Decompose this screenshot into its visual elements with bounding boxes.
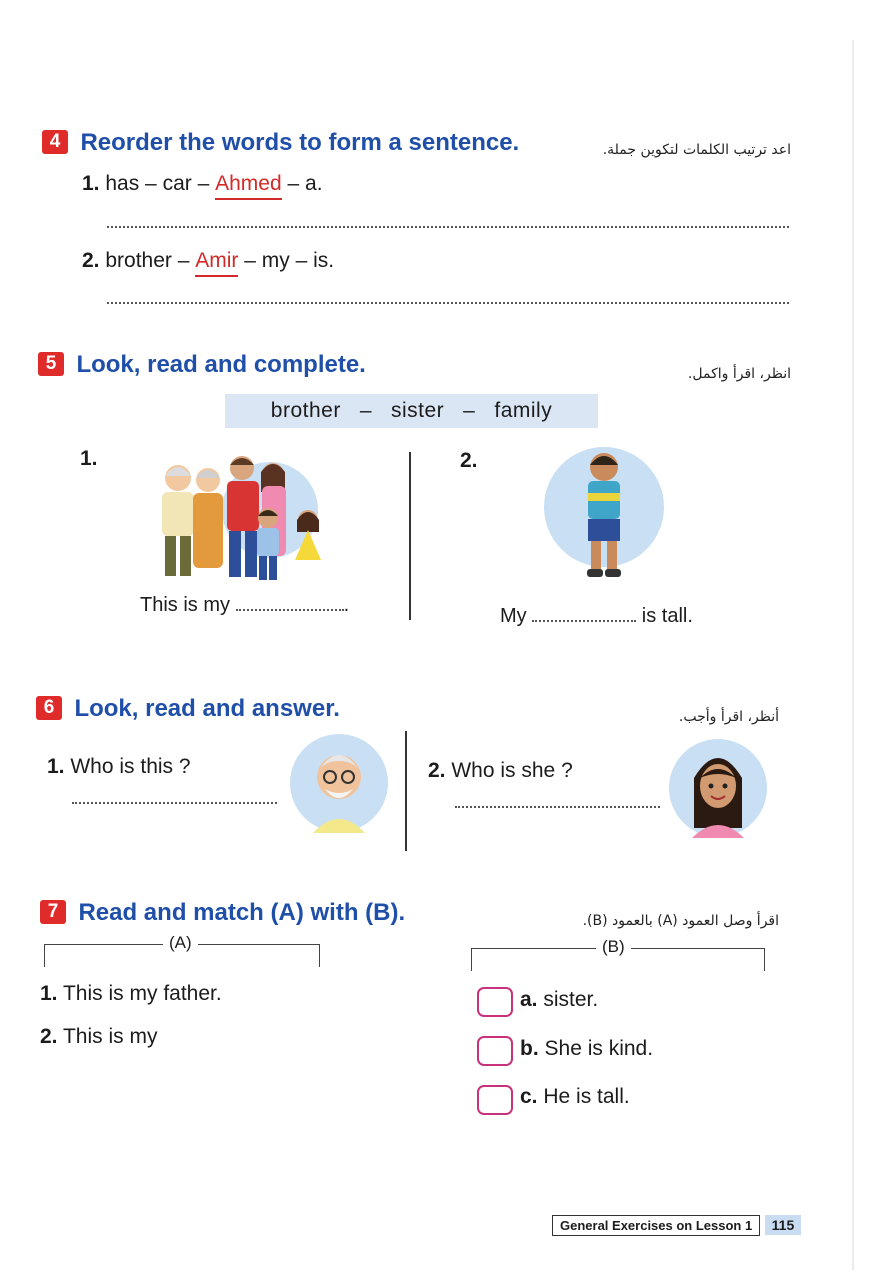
section-number: 4 bbox=[42, 130, 68, 154]
match-box[interactable] bbox=[477, 1036, 513, 1066]
item-letter: b. bbox=[520, 1037, 539, 1060]
item-letter: c. bbox=[520, 1085, 538, 1108]
question-words: brother – bbox=[105, 249, 190, 272]
grandpa-illustration bbox=[289, 733, 389, 833]
section-6-header bbox=[36, 695, 340, 723]
blank[interactable] bbox=[236, 609, 344, 611]
answer-line[interactable] bbox=[72, 802, 277, 804]
section-title: Reorder the words to form a sentence. bbox=[80, 129, 520, 156]
question-number: 1. bbox=[82, 172, 100, 195]
question-words: has – car – bbox=[105, 172, 210, 195]
item-text: She is kind. bbox=[544, 1037, 654, 1060]
item-text: He is tall. bbox=[543, 1085, 630, 1108]
question-number: 2. bbox=[82, 249, 100, 272]
question-2 bbox=[428, 759, 573, 783]
column-a-label: (A) bbox=[163, 933, 198, 953]
item-2-sentence bbox=[500, 605, 693, 628]
item-number: 1. bbox=[40, 982, 58, 1005]
section-number: 6 bbox=[36, 696, 62, 720]
page-number: 115 bbox=[765, 1215, 802, 1235]
arabic-instruction: أنظر، اقرأ وأجب. bbox=[678, 709, 779, 725]
question-number: 1. bbox=[47, 755, 65, 778]
highlight-word: Ahmed bbox=[215, 172, 282, 200]
item-text: This is my bbox=[62, 1025, 158, 1048]
column-b-label: (B) bbox=[596, 937, 631, 957]
section-title: Read and match (A) with (B). bbox=[78, 899, 406, 926]
item-text: sister. bbox=[543, 988, 599, 1011]
section-title: Look, read and answer. bbox=[74, 695, 340, 722]
arabic-instruction: انظر، اقرأ واكمل. bbox=[687, 366, 791, 382]
family-illustration bbox=[145, 448, 340, 588]
question-words: – a. bbox=[287, 172, 323, 195]
item-number: 1. bbox=[80, 447, 98, 470]
column-b-item bbox=[520, 1085, 630, 1109]
sentence-end: . bbox=[343, 594, 350, 616]
column-b-bracket bbox=[471, 937, 765, 971]
word-bank: brother – sister – family bbox=[225, 394, 598, 428]
item-letter: a. bbox=[520, 988, 538, 1011]
question-2 bbox=[82, 249, 334, 277]
item-text: This is my father. bbox=[62, 982, 222, 1005]
column-b-item bbox=[520, 1037, 653, 1061]
sentence-text: is tall. bbox=[641, 605, 693, 627]
girl-illustration bbox=[668, 738, 768, 838]
question-number: 2. bbox=[428, 759, 446, 782]
column-a-item bbox=[40, 1025, 157, 1049]
blank[interactable] bbox=[532, 620, 636, 622]
question-1 bbox=[82, 172, 323, 200]
sentence-text: This is my bbox=[140, 594, 230, 616]
footer bbox=[552, 1217, 801, 1235]
answer-line[interactable] bbox=[455, 806, 660, 808]
answer-line[interactable] bbox=[107, 302, 789, 304]
section-5-header bbox=[38, 351, 366, 379]
footer-label: General Exercises on Lesson 1 bbox=[552, 1215, 760, 1236]
boy-illustration bbox=[542, 445, 666, 579]
match-box[interactable] bbox=[477, 987, 513, 1017]
arabic-instruction: اقرأ وصل العمود (A) بالعمود (B). bbox=[582, 913, 779, 929]
section-7-header bbox=[40, 899, 405, 927]
section-number: 5 bbox=[38, 352, 64, 376]
page-edge bbox=[852, 40, 854, 1270]
match-box[interactable] bbox=[477, 1085, 513, 1115]
item-number: 2. bbox=[40, 1025, 58, 1048]
question-text: Who is this ? bbox=[70, 755, 191, 778]
item-number: 2. bbox=[460, 449, 478, 472]
arabic-instruction: اعد ترتيب الكلمات لتكوين جملة. bbox=[602, 142, 791, 158]
section-4-header bbox=[42, 129, 519, 157]
sentence-text: My bbox=[500, 605, 527, 627]
highlight-word: Amir bbox=[195, 249, 238, 277]
question-text: Who is she ? bbox=[451, 759, 573, 782]
question-1 bbox=[47, 755, 191, 779]
answer-line[interactable] bbox=[107, 226, 789, 228]
section-title: Look, read and complete. bbox=[76, 351, 366, 378]
item-1-sentence bbox=[140, 594, 349, 617]
column-b-item bbox=[520, 988, 598, 1012]
column-a-item bbox=[40, 982, 222, 1006]
section-number: 7 bbox=[40, 900, 66, 924]
divider bbox=[409, 452, 411, 620]
question-words: – my – is. bbox=[244, 249, 335, 272]
divider bbox=[405, 731, 407, 851]
column-a-bracket bbox=[44, 933, 320, 967]
